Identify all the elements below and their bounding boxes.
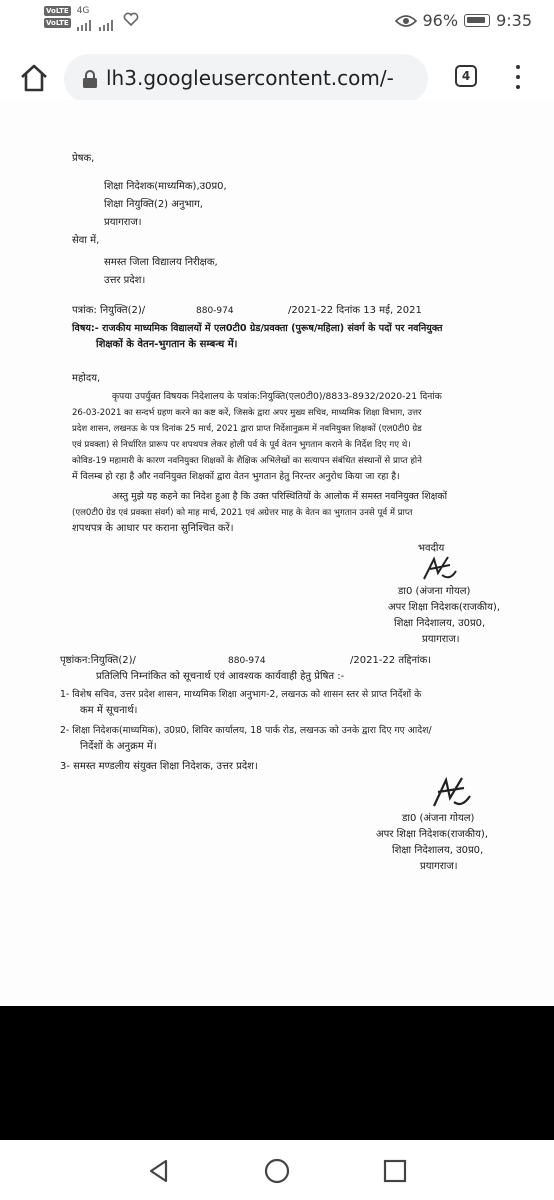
address-bar[interactable] bbox=[64, 54, 428, 104]
closing: भवदीय bbox=[418, 543, 445, 554]
endorsement-intro: प्रतिलिपि निम्नांकित को सूचनार्थ एवं आवश्यक कार्यवाही हेतु प्रेषित :- bbox=[96, 671, 345, 682]
salutation: महोदय, bbox=[72, 373, 101, 384]
battery-percentage: 96% bbox=[422, 11, 459, 30]
signal-icon bbox=[77, 19, 117, 31]
subject-line: विषय:- राजकीय माध्यमिक विद्यालयों में एल0टी0 ग्रेड/प्रवक्ता (पुरूष/महिला) संवर्ग के पदों पर नवनियुक्त bbox=[72, 323, 443, 334]
endorsement-ref-label: पृष्ठांकन:नियुक्ति(2)/ bbox=[60, 655, 136, 666]
letter-document bbox=[0, 100, 554, 1006]
endorsement-ref-number: 880-974 bbox=[228, 656, 266, 666]
home-icon[interactable] bbox=[18, 62, 50, 94]
sender-line: शिक्षा नियुक्ति(2) अनुभाग, bbox=[104, 199, 203, 210]
signer-title: अपर शिक्षा निदेशक(राजकीय), bbox=[388, 602, 500, 613]
signer-city: प्रयागराज। bbox=[420, 861, 458, 872]
volte-badge-1: VoLTE bbox=[46, 7, 69, 15]
signature-mark bbox=[430, 776, 474, 810]
paragraph-line: अस्तु मुझे यह कहने का निदेश हुआ है कि उक्त परिस्थितियों के आलोक में समस्त नवनियुक्त शिक्षकों bbox=[112, 491, 448, 502]
back-icon[interactable] bbox=[144, 1156, 174, 1186]
battery-icon bbox=[464, 14, 490, 27]
recipient-line: उत्तर प्रदेश। bbox=[104, 275, 146, 286]
signer-office: शिक्षा निदेशालय, उ0प्र0, bbox=[394, 618, 486, 629]
endorsement-ref-date: /2021-22 तद्दिनांक। bbox=[350, 655, 432, 666]
network-type: 4G bbox=[76, 6, 90, 16]
system-navigation-bar bbox=[0, 1140, 554, 1200]
status-bar bbox=[0, 0, 554, 42]
signer-office: शिक्षा निदेशालय, उ0प्र0, bbox=[392, 845, 484, 856]
heart-icon bbox=[123, 12, 139, 26]
recipient-label: सेवा में, bbox=[72, 235, 100, 246]
eye-icon bbox=[395, 13, 417, 29]
endorsement-item: 3- समस्त मण्डलीय संयुक्त शिक्षा निदेशक, उत्तर प्रदेश। bbox=[60, 761, 258, 772]
endorsement-item: 2- शिक्षा निदेशक(माध्यमिक), उ0प्र0, शिविर कार्यालय, 18 पार्क रोड, लखनऊ को उनके द्वारा दिए गए आदेश/ bbox=[60, 725, 432, 736]
reference-label: पत्रांक: नियुक्ति(2)/ bbox=[72, 305, 146, 316]
reference-number: 880-974 bbox=[196, 306, 234, 316]
sender-line: शिक्षा निदेशक(माध्यमिक),उ0प्र0, bbox=[104, 181, 227, 192]
paragraph-line: (एल0टी0 ग्रेड एवं प्रवक्ता संवर्ग) को माह मार्च, 2021 एवं अग्रेत्तर माह के वेतन का भुगतान उनसे पूर्व में प्राप्त bbox=[72, 508, 413, 518]
signer-name: डा0 (अंजना गोयल) bbox=[402, 813, 475, 824]
tab-switcher-button[interactable]: 4 bbox=[455, 65, 477, 87]
paragraph-line: कृपया उपर्युक्त विषयक निदेशालय के पत्रांक:नियुक्ति(एल0टी0)/8833-8932/2020-21 दिनांक bbox=[112, 391, 442, 402]
home-circle-icon[interactable] bbox=[262, 1156, 292, 1186]
sender-label: प्रेषक, bbox=[72, 153, 95, 164]
status-right bbox=[395, 11, 533, 30]
subject-line: शिक्षकों के वेतन-भुगतान के सम्बन्ध में। bbox=[96, 339, 238, 350]
recents-icon[interactable] bbox=[380, 1156, 410, 1186]
endorsement-item: निर्देशों के अनुक्रम में। bbox=[80, 741, 157, 752]
clock: 9:35 bbox=[496, 11, 532, 30]
paragraph-line: शपथपत्र के आधार पर कराना सुनिश्चित करें। bbox=[72, 523, 234, 534]
signer-city: प्रयागराज। bbox=[422, 634, 460, 645]
paragraph-line: कोविड-19 महामारी के कारण नवनियुक्त शिक्षकों के शैक्षिक अभिलेखों का सत्यापन संबंधित संस्थानों से प्राप्त होने bbox=[72, 456, 422, 466]
signature-mark bbox=[420, 555, 460, 583]
recipient-line: समस्त जिला विद्यालय निरीक्षक, bbox=[104, 257, 218, 268]
volte-badge-2: VoLTE bbox=[46, 19, 69, 27]
lock-icon bbox=[82, 70, 98, 88]
paragraph-line: 26-03-2021 का सन्दर्भ ग्रहण करने का कष्ट करें, जिसके द्वारा अपर मुख्य सचिव, माध्यमिक शिक्षा विभाग, उत्तर bbox=[72, 408, 422, 418]
paragraph-line: एवं प्रवक्ता) से निर्धारित प्रारूप पर शपथपत्र लेकर होली पर्व के पूर्व वेतन भुगतान कराने के निर्देश दिए गए थे। bbox=[72, 440, 411, 450]
status-left bbox=[44, 6, 139, 35]
signer-name: डा0 (अंजना गोयल) bbox=[398, 586, 471, 597]
signer-title: अपर शिक्षा निदेशक(राजकीय), bbox=[376, 829, 488, 840]
endorsement-item: कम में सूचनार्थ। bbox=[80, 705, 138, 716]
paragraph-line: प्रदेश शासन, लखनऊ के पत्र दिनांक 25 मार्च, 2021 द्वारा प्राप्त निर्देशानुक्रम में नवनियुक्त शिक्षकों (एल0टी0 ग्रेड bbox=[72, 424, 422, 434]
reference-date: /2021-22 दिनांक 13 मई, 2021 bbox=[288, 305, 422, 316]
url-text: lh3.googleusercontent.com/- bbox=[106, 66, 394, 90]
overflow-menu-icon[interactable] bbox=[508, 63, 528, 91]
sender-line: प्रयागराज। bbox=[104, 217, 142, 228]
paragraph-line: में विलम्ब हो रहा है और नवनियुक्त शिक्षकों द्वारा वेतन भुगतान हेतु निरन्तर अनुरोध किया जा रहा है। bbox=[72, 471, 400, 482]
endorsement-item: 1- विशेष सचिव, उत्तर प्रदेश शासन, माध्यमिक शिक्षा अनुभाग-2, लखनऊ को शासन स्तर से प्राप्त निर्देशों के bbox=[60, 689, 422, 700]
